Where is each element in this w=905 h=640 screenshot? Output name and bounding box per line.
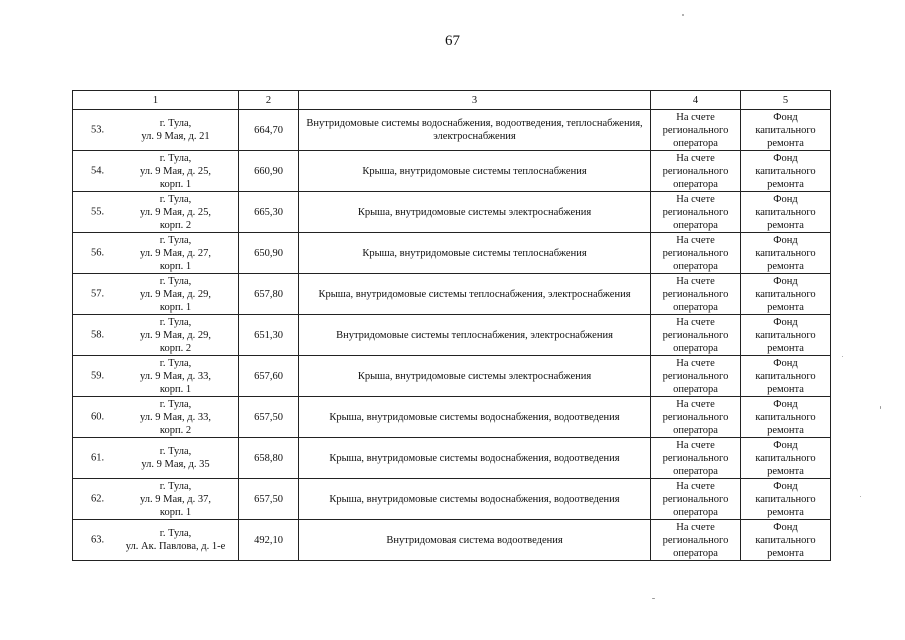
account-cell: На счете регионального оператора — [651, 233, 741, 274]
row-number: 58. — [91, 329, 105, 341]
area-cell: 657,80 — [239, 274, 299, 315]
address-cell — [73, 110, 239, 151]
table-row — [73, 356, 831, 397]
area-cell: 657,50 — [239, 397, 299, 438]
table-row — [73, 274, 831, 315]
area-cell: 657,50 — [239, 479, 299, 520]
address-cell — [73, 479, 239, 520]
account-cell: На счете регионального оператора — [651, 438, 741, 479]
row-number: 54. — [91, 165, 105, 177]
account-cell: На счете регионального оператора — [651, 315, 741, 356]
row-number: 57. — [91, 288, 105, 300]
column-header: 3 — [299, 91, 651, 110]
works-cell: Крыша, внутридомовые системы электроснабжения — [299, 356, 651, 397]
fund-cell: Фонд капитального ремонта — [741, 356, 831, 397]
area-cell: 492,10 — [239, 520, 299, 561]
table-row — [73, 479, 831, 520]
fund-cell: Фонд капитального ремонта — [741, 397, 831, 438]
page-number: 67 — [445, 33, 460, 49]
scan-speck — [860, 496, 861, 497]
column-header: 1 — [73, 91, 239, 110]
address: г. Тула, ул. Ак. Павлова, д. 1-е — [125, 528, 226, 552]
table-row — [73, 151, 831, 192]
table-row — [73, 315, 831, 356]
fund-cell: Фонд капитального ремонта — [741, 438, 831, 479]
address-cell — [73, 151, 239, 192]
works-cell: Крыша, внутридомовые системы теплоснабжения — [299, 151, 651, 192]
account-cell: На счете регионального оператора — [651, 356, 741, 397]
works-cell: Внутридомовая система водоотведения — [299, 520, 651, 561]
area-cell: 664,70 — [239, 110, 299, 151]
fund-cell: Фонд капитального ремонта — [741, 520, 831, 561]
scan-speck — [880, 406, 881, 409]
works-cell: Крыша, внутридомовые системы теплоснабжения — [299, 233, 651, 274]
fund-cell: Фонд капитального ремонта — [741, 192, 831, 233]
address: г. Тула, ул. 9 Мая, д. 29, корп. 1 — [140, 275, 211, 313]
account-cell: На счете регионального оператора — [651, 274, 741, 315]
fund-cell: Фонд капитального ремонта — [741, 233, 831, 274]
address: г. Тула, ул. 9 Мая, д. 35 — [141, 446, 210, 470]
works-cell: Крыша, внутридомовые системы водоснабжения, водоотведения — [299, 397, 651, 438]
account-cell: На счете регионального оператора — [651, 479, 741, 520]
address-cell — [73, 397, 239, 438]
column-header: 2 — [239, 91, 299, 110]
address-cell — [73, 315, 239, 356]
address-cell — [73, 192, 239, 233]
table-row — [73, 520, 831, 561]
row-number: 53. — [91, 124, 105, 136]
area-cell: 657,60 — [239, 356, 299, 397]
table-row — [73, 110, 831, 151]
works-cell: Внутридомовые системы водоснабжения, водоотведения, теплоснабжения, электроснабжения — [299, 110, 651, 151]
works-cell: Крыша, внутридомовые системы теплоснабжения, электроснабжения — [299, 274, 651, 315]
address-cell — [73, 520, 239, 561]
works-cell: Крыша, внутридомовые системы электроснабжения — [299, 192, 651, 233]
column-header: 5 — [741, 91, 831, 110]
address-cell — [73, 274, 239, 315]
row-number: 60. — [91, 411, 105, 423]
account-cell: На счете регионального оператора — [651, 397, 741, 438]
address: г. Тула, ул. 9 Мая, д. 25, корп. 2 — [140, 193, 211, 231]
works-cell: Крыша, внутридомовые системы водоснабжения, водоотведения — [299, 479, 651, 520]
account-cell: На счете регионального оператора — [651, 192, 741, 233]
row-number: 56. — [91, 247, 105, 259]
address-cell — [73, 438, 239, 479]
address-cell — [73, 356, 239, 397]
address-cell — [73, 233, 239, 274]
address: г. Тула, ул. 9 Мая, д. 25, корп. 1 — [140, 152, 211, 190]
account-cell: На счете регионального оператора — [651, 110, 741, 151]
row-number: 55. — [91, 206, 105, 218]
area-cell: 650,90 — [239, 233, 299, 274]
area-cell: 660,90 — [239, 151, 299, 192]
area-cell: 658,80 — [239, 438, 299, 479]
row-number: 62. — [91, 493, 105, 505]
fund-cell: Фонд капитального ремонта — [741, 274, 831, 315]
fund-cell: Фонд капитального ремонта — [741, 110, 831, 151]
row-number: 61. — [91, 452, 105, 464]
scan-speck — [652, 598, 655, 599]
account-cell: На счете регионального оператора — [651, 151, 741, 192]
area-cell: 651,30 — [239, 315, 299, 356]
fund-cell: Фонд капитального ремонта — [741, 479, 831, 520]
address: г. Тула, ул. 9 Мая, д. 33, корп. 2 — [140, 398, 211, 436]
account-cell: На счете регионального оператора — [651, 520, 741, 561]
table-row — [73, 192, 831, 233]
row-number: 63. — [91, 534, 105, 546]
scan-speck — [682, 14, 684, 16]
scan-speck — [842, 356, 843, 357]
table-row — [73, 438, 831, 479]
table-row — [73, 233, 831, 274]
fund-cell: Фонд капитального ремонта — [741, 151, 831, 192]
area-cell: 665,30 — [239, 192, 299, 233]
column-header: 4 — [651, 91, 741, 110]
row-number: 59. — [91, 370, 105, 382]
fund-cell: Фонд капитального ремонта — [741, 315, 831, 356]
address: г. Тула, ул. 9 Мая, д. 33, корп. 1 — [140, 357, 211, 395]
works-cell: Крыша, внутридомовые системы водоснабжения, водоотведения — [299, 438, 651, 479]
repair-register-table — [72, 90, 831, 561]
header-row — [73, 91, 831, 110]
address: г. Тула, ул. 9 Мая, д. 29, корп. 2 — [140, 316, 211, 354]
table-row — [73, 397, 831, 438]
address: г. Тула, ул. 9 Мая, д. 21 — [141, 118, 210, 142]
address: г. Тула, ул. 9 Мая, д. 27, корп. 1 — [140, 234, 211, 272]
works-cell: Внутридомовые системы теплоснабжения, электроснабжения — [299, 315, 651, 356]
address: г. Тула, ул. 9 Мая, д. 37, корп. 1 — [140, 480, 211, 518]
